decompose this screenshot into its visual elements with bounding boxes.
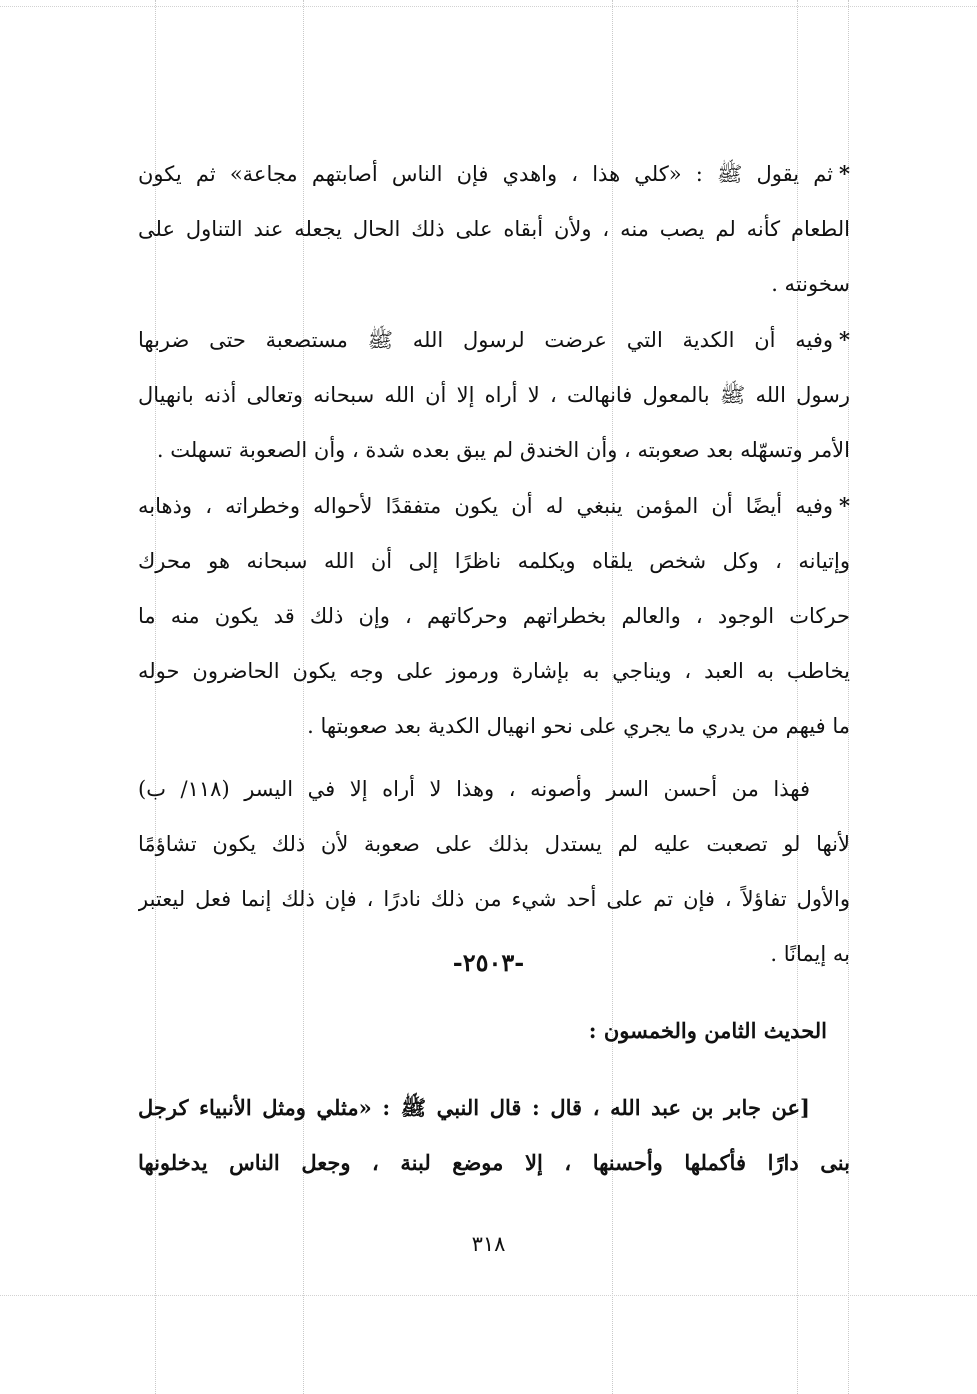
text-line: فهذا من أحسن السر وأصونه ، وهذا لا أراه إلا في اليسر (١١٨/ ب) xyxy=(138,777,810,801)
text-line: الأمر وتسهّله بعد صعوبته ، وأن الخندق لم يبق بعده شدة ، وأن الصعوبة تسهلت . xyxy=(156,438,850,462)
bullet-star: * xyxy=(839,327,850,352)
hadith-paragraph xyxy=(138,1080,850,1190)
text-line xyxy=(138,478,850,534)
line-text: وفيه أن الكدية التي عرضت لرسول الله ﷺ مستصعبة حتى ضربها xyxy=(138,328,834,352)
bullet-star: * xyxy=(839,493,850,518)
paragraph-3 xyxy=(138,478,850,754)
text-line: به إيمانًا . xyxy=(770,942,850,966)
hadith-heading: الحديث الثامن والخمسون : xyxy=(588,1018,827,1043)
hadith-text xyxy=(138,1080,850,1190)
body-text xyxy=(138,146,850,982)
text-line: ما فيهم من يدري ما يجري على نحو انهيال الكدية بعد صعوبتها . xyxy=(307,714,850,738)
paragraph-1 xyxy=(138,146,850,312)
guide-line xyxy=(0,6,977,7)
text-line: وإتيانه ، وكل شخص يلقاه ويكلمه ناظرًا إلى أن الله سبحانه هو محرك xyxy=(138,549,850,573)
text-line: بنى دارًا فأكملها وأحسنها ، إلا موضع لبنة ، وجعل الناس يدخلونها xyxy=(138,1150,850,1175)
text-line: رسول الله ﷺ بالمعول فانهالت ، لا أراه إلا أن الله سبحانه وتعالى أذنه بانهيال xyxy=(138,383,850,407)
text-line: حركات الوجود ، والعالم بخطراتهم وحركاتهم ، وإن ذلك قد يكون منه ما xyxy=(138,604,850,628)
paragraph-2 xyxy=(138,312,850,478)
bullet-star: * xyxy=(839,161,850,186)
text-line: لأنها لو تصعبت عليه لم يستدل بذلك على صعوبة لأن ذلك يكون تشاؤمًا xyxy=(138,832,850,856)
hadith-number: -٢٥٠٣- xyxy=(452,948,525,977)
text-line: الطعام كأنه لم يصب منه ، ولأن أبقاه على ذلك الحال يجعله عند التناول على xyxy=(138,217,850,241)
text-line: سخونته . xyxy=(771,272,850,296)
line-text: ثم يقول ﷺ : «كلي هذا ، واهدي فإن الناس أصابتهم مجاعة» ثم يكون xyxy=(138,162,834,186)
line-text: وفيه أيضًا أن المؤمن ينبغي له أن يكون متفقدًا لأحواله وخطراته ، وذهابه xyxy=(138,494,834,518)
text-line: يخاطب به العبد ، ويناجي به بإشارة ورموز على وجه يكون الحاضرون حوله xyxy=(138,659,850,683)
text-line xyxy=(138,146,850,202)
page-number: ٣١٨ xyxy=(471,1232,506,1256)
guide-line xyxy=(0,1295,977,1296)
text-line xyxy=(138,312,850,368)
text-line: [عن جابر بن عبد الله ، قال : قال النبي ﷺ : «مثلي ومثل الأنبياء كرجل xyxy=(138,1095,810,1120)
text-line: والأول تفاؤلاً ، فإن تم على أحد شيء من ذلك نادرًا ، فإن ذلك إنما فعل ليعتبر xyxy=(138,887,850,911)
